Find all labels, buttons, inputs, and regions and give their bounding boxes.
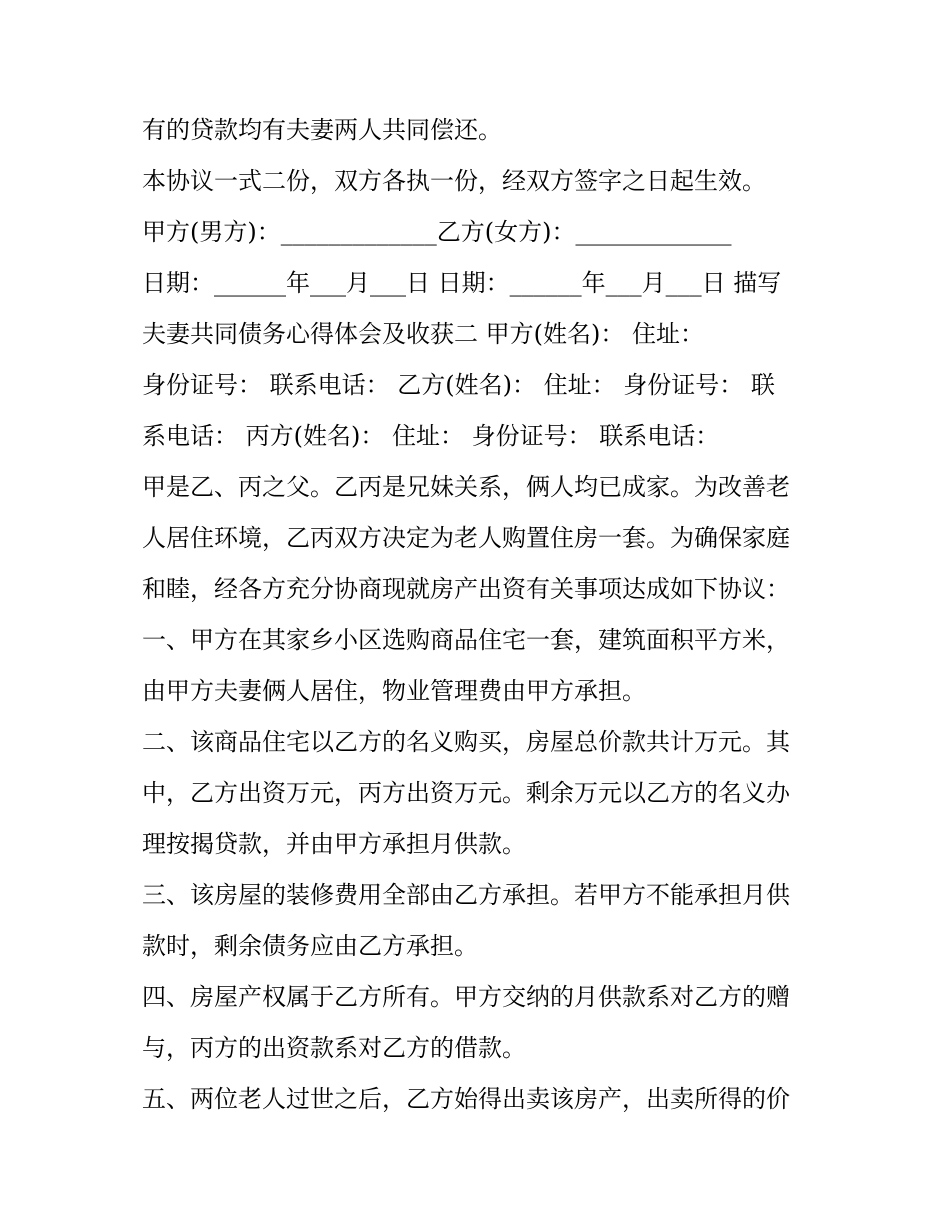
clause-4: 四、房屋产权属于乙方所有。甲方交纳的月供款系对乙方的赠 <box>142 983 790 1011</box>
text-line: 系电话： 丙方(姓名)： 住址： 身份证号： 联系电话： <box>142 422 720 450</box>
text-line: 款时，剩余债务应由乙方承担。 <box>142 932 478 960</box>
text-line: 与，丙方的出资款系对乙方的借款。 <box>142 1034 526 1062</box>
clause-5: 五、两位老人过世之后，乙方始得出卖该房产，出卖所得的价 <box>142 1085 790 1113</box>
date-line: 日期：______年___月___日 日期：______年___月___日 描写 <box>142 269 782 297</box>
text-line: 有的贷款均有夫妻两人共同偿还。 <box>142 116 502 144</box>
clause-2: 二、该商品住宅以乙方的名义购买，房屋总价款共计万元。其 <box>142 728 790 756</box>
signature-line-parties: 甲方(男方)：_____________乙方(女方)：_____________ <box>142 218 732 246</box>
clause-3: 三、该房屋的装修费用全部由乙方承担。若甲方不能承担月供 <box>142 881 790 909</box>
text-line: 人居住环境，乙丙双方决定为老人购置住房一套。为确保家庭 <box>142 524 790 552</box>
text-line: 中，乙方出资万元，丙方出资万元。剩余万元以乙方的名义办 <box>142 779 790 807</box>
text-line: 理按揭贷款，并由甲方承担月供款。 <box>142 830 526 858</box>
text-line: 由甲方夫妻俩人居住，物业管理费由甲方承担。 <box>142 677 646 705</box>
text-line: 夫妻共同债务心得体会及收获二 甲方(姓名)： 住址： <box>142 320 704 348</box>
text-line: 本协议一式二份，双方各执一份，经双方签字之日起生效。 <box>142 167 766 195</box>
text-line: 和睦，经各方充分协商现就房产出资有关事项达成如下协议： <box>142 575 790 603</box>
clause-1: 一、甲方在其家乡小区选购商品住宅一套，建筑面积平方米， <box>142 626 790 654</box>
text-line: 甲是乙、丙之父。乙丙是兄妹关系，俩人均已成家。为改善老 <box>142 473 790 501</box>
text-line: 身份证号： 联系电话： 乙方(姓名)： 住址： 身份证号： 联 <box>142 371 775 399</box>
